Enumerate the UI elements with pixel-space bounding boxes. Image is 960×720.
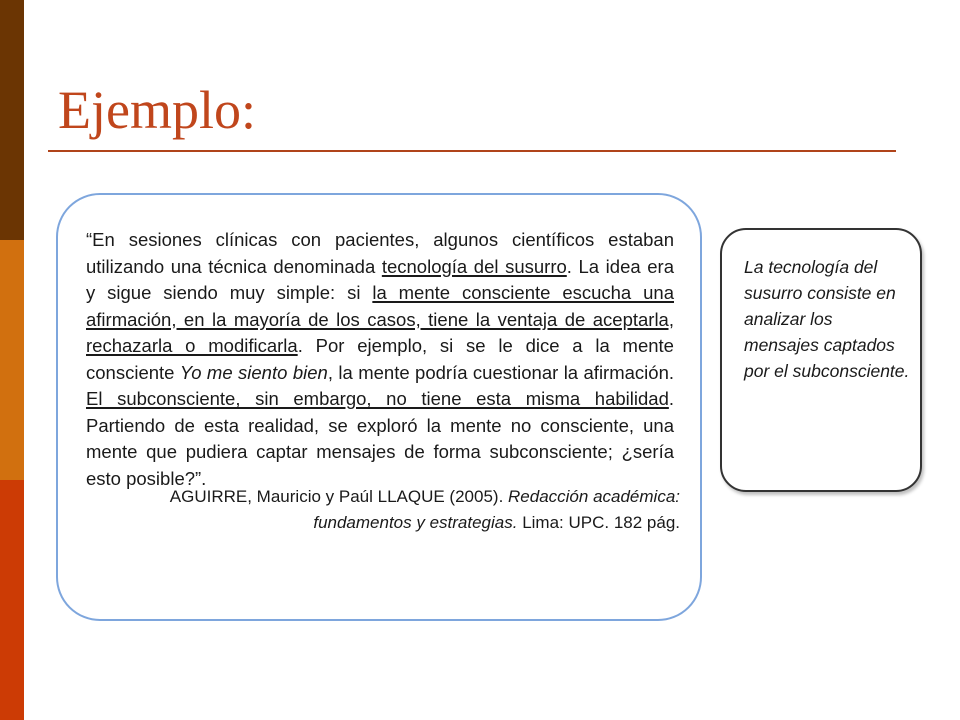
slide-title: Ejemplo: (58, 80, 256, 140)
quote-underline-2: la mente consciente escucha una afirmación, en la mayoría de los casos, tiene la ventaja de aceptarla, rechazarla o modificarla (86, 282, 674, 356)
citation-work: Redacción académica: fundamentos y estrategias. (313, 487, 680, 532)
quote-underline-1: tecnología del susurro (381, 255, 567, 277)
quote-part-2: . La idea era y sigue siendo muy simple: si (86, 255, 674, 303)
title-divider (48, 150, 896, 152)
note-text: La tecnología del susurro consiste en analizar los mensajes captados por el subconsciente. (744, 257, 910, 381)
quote-text (86, 227, 674, 492)
citation-authors: AGUIRRE, Mauricio y Paúl LLAQUE (2005). (169, 487, 509, 506)
quote-part-4: , la mente podría cuestionar la afirmación. (327, 361, 674, 383)
citation-publisher: Lima: UPC. 182 pág. (517, 513, 680, 532)
accent-bar-top (0, 0, 24, 240)
quote-part-5: . Partiendo de esta realidad, se exploró la mente no consciente, una mente que pudiera captar mensajes de forma subconsciente; ¿sería esto posible?”. (86, 388, 674, 489)
quote-part-3: . Por ejemplo, si se le dice a la mente consciente (86, 335, 674, 383)
accent-bar-bottom (0, 480, 24, 720)
quote-part-1: “En sesiones clínicas con pacientes, algunos científicos estaban utilizando una técnica denominada (86, 229, 674, 277)
accent-bar-middle (0, 240, 24, 480)
quote-underline-3: El subconsciente, sin embargo, no tiene esta misma habilidad (86, 388, 669, 409)
quote-italic-1: Yo me siento bien (179, 361, 328, 383)
citation (120, 484, 680, 536)
